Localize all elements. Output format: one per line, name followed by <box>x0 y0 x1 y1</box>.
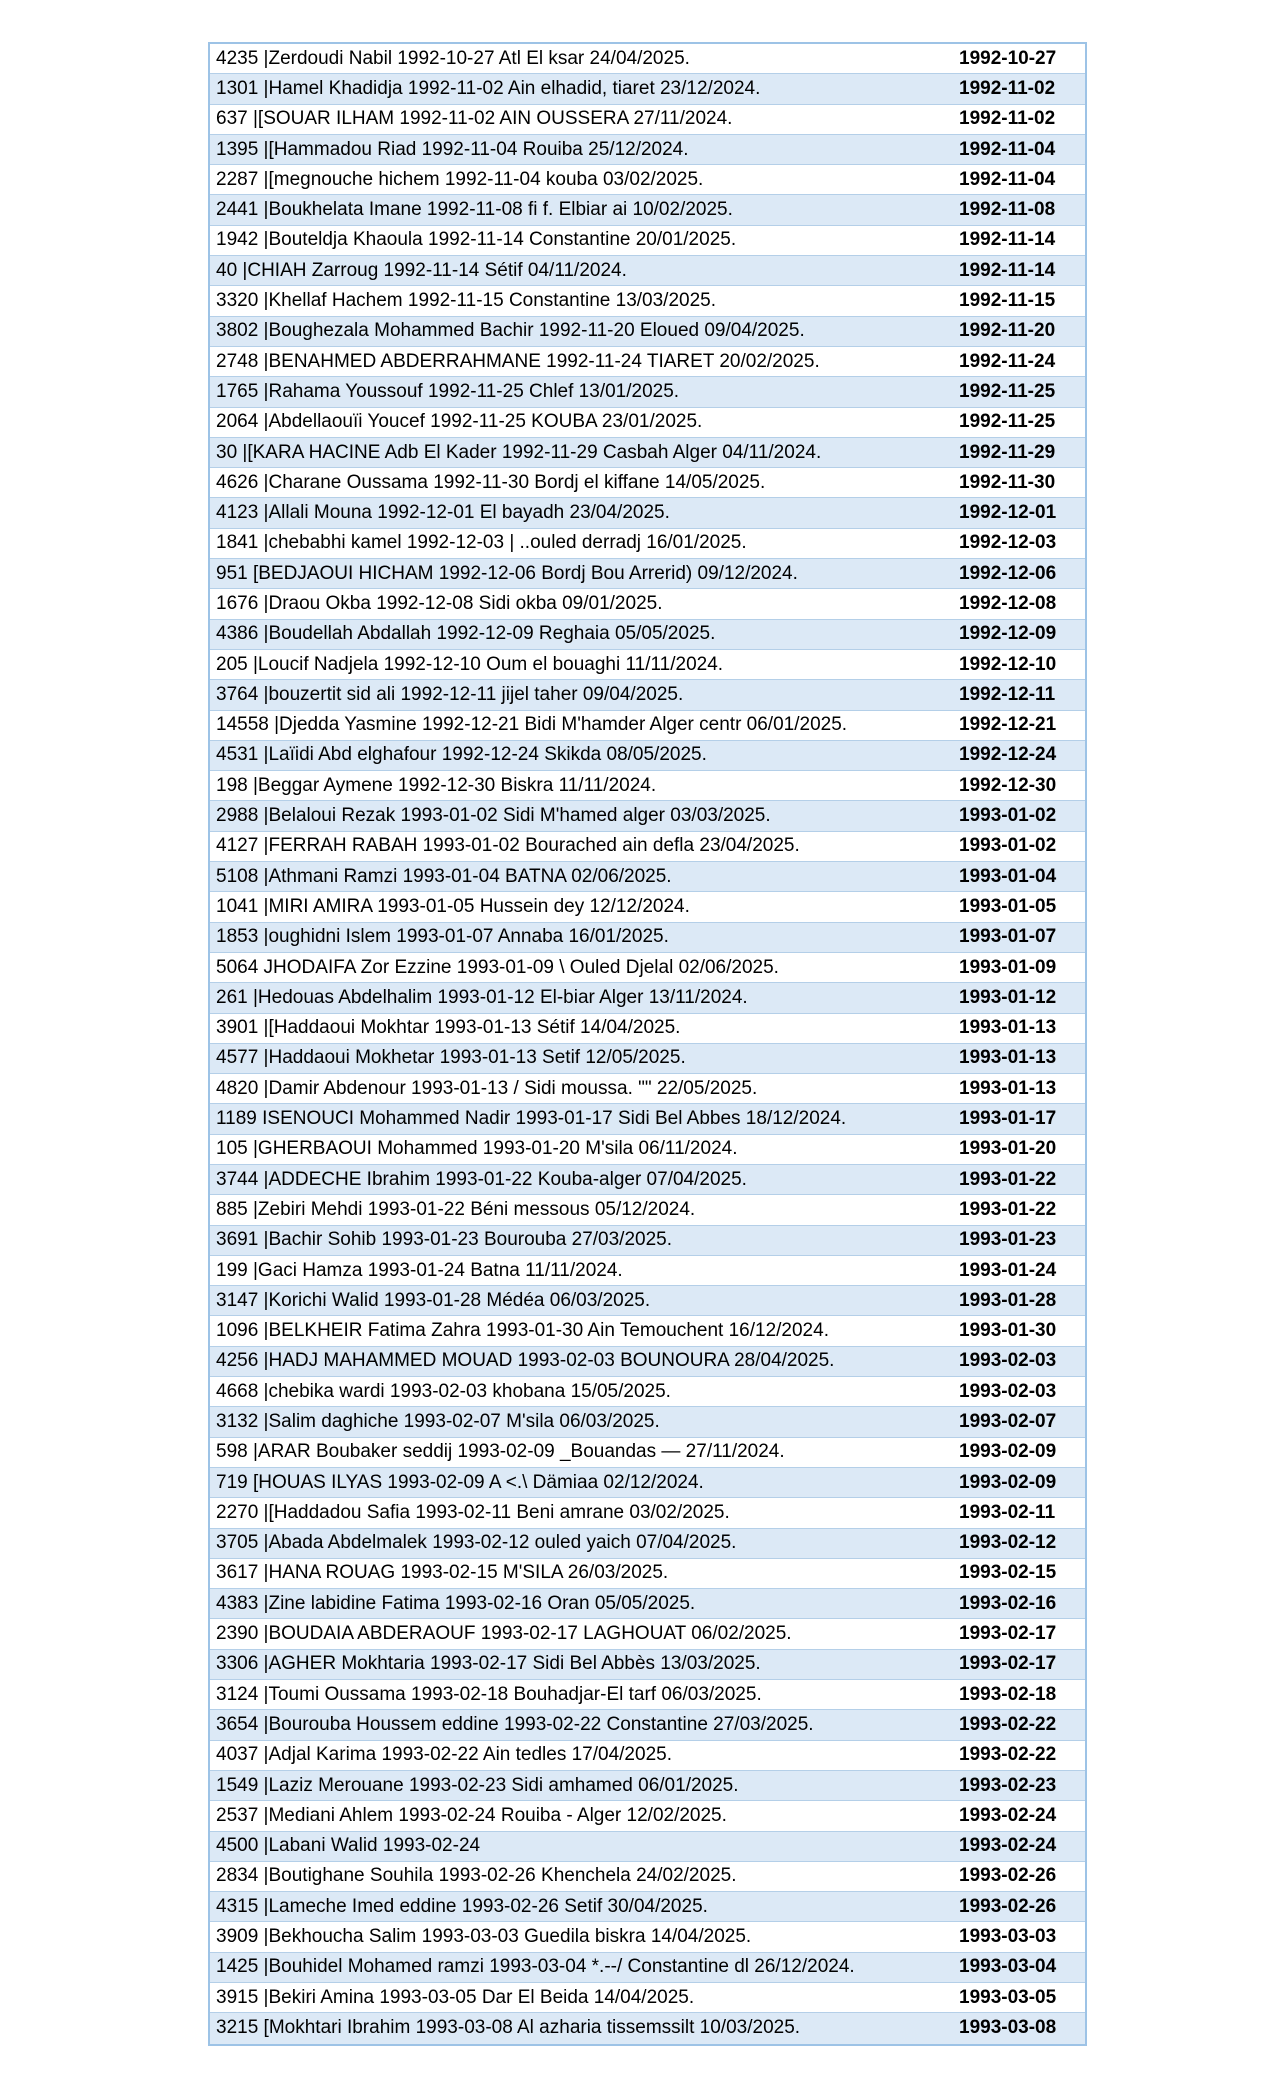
record-text-cell: 1301 |Hamel Khadidja 1992-11-02 Ain elhadid, tiaret 23/12/2024. <box>216 77 761 99</box>
birth-date-cell: 1993-03-05 <box>959 1986 1057 2008</box>
birth-date-cell: 1993-01-22 <box>959 1168 1057 1190</box>
table-row <box>210 1104 1085 1134</box>
table-row <box>210 317 1085 347</box>
table-row <box>210 832 1085 862</box>
record-text-cell: 4668 |chebika wardi 1993-02-03 khobana 15/05/2025. <box>216 1380 671 1402</box>
table-row <box>210 377 1085 407</box>
birth-date-cell: 1993-02-23 <box>959 1774 1057 1796</box>
record-text-cell: 4386 |Boudellah Abdallah 1992-12-09 Reghaia 05/05/2025. <box>216 623 716 645</box>
table-row <box>210 1953 1085 1983</box>
table-row <box>210 1589 1085 1619</box>
record-text-cell: 2390 |BOUDAIA ABDERAOUF 1993-02-17 LAGHOUAT 06/02/2025. <box>216 1623 792 1645</box>
record-text-cell: 3691 |Bachir Sohib 1993-01-23 Bourouba 27/03/2025. <box>216 1229 673 1251</box>
birth-date-cell: 1993-01-24 <box>959 1259 1057 1281</box>
birth-date-cell: 1993-02-03 <box>959 1350 1057 1372</box>
record-text-cell: 2441 |Boukhelata Imane 1992-11-08 fi f. Elbiar ai 10/02/2025. <box>216 199 733 221</box>
birth-date-cell: 1993-02-26 <box>959 1895 1057 1917</box>
birth-date-cell: 1993-02-16 <box>959 1592 1057 1614</box>
table-row <box>210 711 1085 741</box>
record-text-cell: 40 |CHIAH Zarroug 1992-11-14 Sétif 04/11/2024. <box>216 259 627 281</box>
record-text-cell: 3802 |Boughezala Mohammed Bachir 1992-11-20 Eloued 09/04/2025. <box>216 320 805 342</box>
record-text-cell: 3744 |ADDECHE Ibrahim 1993-01-22 Kouba-alger 07/04/2025. <box>216 1168 747 1190</box>
table-row <box>210 1165 1085 1195</box>
birth-date-cell: 1992-11-02 <box>959 108 1056 130</box>
table-row <box>210 347 1085 377</box>
birth-date-cell: 1993-02-11 <box>959 1501 1056 1523</box>
birth-date-cell: 1992-11-25 <box>959 411 1056 433</box>
record-text-cell: 4383 |Zine labidine Fatima 1993-02-16 Oran 05/05/2025. <box>216 1592 696 1614</box>
birth-date-cell: 1993-01-17 <box>959 1108 1057 1130</box>
birth-date-cell: 1993-01-23 <box>959 1229 1057 1251</box>
table-row <box>210 286 1085 316</box>
birth-date-cell: 1993-01-12 <box>959 986 1057 1008</box>
record-text-cell: 2748 |BENAHMED ABDERRAHMANE 1992-11-24 TIARET 20/02/2025. <box>216 350 820 372</box>
birth-date-cell: 1992-11-04 <box>959 138 1056 160</box>
birth-date-cell: 1992-11-15 <box>959 290 1056 312</box>
record-text-cell: 3617 |HANA ROUAG 1993-02-15 M'SILA 26/03/2025. <box>216 1562 669 1584</box>
record-text-cell: 4127 |FERRAH RABAH 1993-01-02 Bourached ain defla 23/04/2025. <box>216 835 800 857</box>
record-text-cell: 2834 |Boutighane Souhila 1993-02-26 Khenchela 24/02/2025. <box>216 1865 737 1887</box>
table-row <box>210 135 1085 165</box>
table-row <box>210 1044 1085 1074</box>
table-row <box>210 1226 1085 1256</box>
table-row <box>210 226 1085 256</box>
record-text-cell: 1676 |Draou Okba 1992-12-08 Sidi okba 09/01/2025. <box>216 592 663 614</box>
birth-date-cell: 1992-11-02 <box>959 77 1056 99</box>
table-row <box>210 1286 1085 1316</box>
record-text-cell: 1853 |oughidni Islem 1993-01-07 Annaba 16/01/2025. <box>216 926 669 948</box>
birth-date-cell: 1993-01-09 <box>959 956 1057 978</box>
record-text-cell: 4123 |Allali Mouna 1992-12-01 El bayadh 23/04/2025. <box>216 502 670 524</box>
birth-date-cell: 1993-01-02 <box>959 835 1057 857</box>
record-text-cell: 1765 |Rahama Youssouf 1992-11-25 Chlef 13/01/2025. <box>216 380 680 402</box>
birth-date-cell: 1993-01-05 <box>959 895 1057 917</box>
table-row <box>210 1619 1085 1649</box>
birth-date-cell: 1992-12-10 <box>959 653 1057 675</box>
record-text-cell: 3306 |AGHER Mokhtaria 1993-02-17 Sidi Bel Abbès 13/03/2025. <box>216 1653 761 1675</box>
record-text-cell: 1041 |MIRI AMIRA 1993-01-05 Hussein dey 12/12/2024. <box>216 895 690 917</box>
birth-date-cell: 1993-01-13 <box>959 1047 1057 1069</box>
birth-date-cell: 1993-01-07 <box>959 926 1057 948</box>
birth-date-cell: 1992-11-24 <box>959 350 1056 372</box>
birth-date-cell: 1993-01-13 <box>959 1017 1057 1039</box>
birth-date-cell: 1993-02-09 <box>959 1441 1057 1463</box>
record-text-cell: 1549 |Laziz Merouane 1993-02-23 Sidi amhamed 06/01/2025. <box>216 1774 739 1796</box>
birth-date-cell: 1993-02-03 <box>959 1380 1057 1402</box>
table-row <box>210 468 1085 498</box>
table-row <box>210 1559 1085 1589</box>
table-row <box>210 1468 1085 1498</box>
record-text-cell: 3124 |Toumi Oussama 1993-02-18 Bouhadjar-El tarf 06/03/2025. <box>216 1683 762 1705</box>
record-text-cell: 3909 |Bekhoucha Salim 1993-03-03 Guedila biskra 14/04/2025. <box>216 1926 752 1948</box>
birth-date-cell: 1993-02-24 <box>959 1835 1057 1857</box>
table-row <box>210 44 1085 74</box>
birth-date-cell: 1993-02-07 <box>959 1411 1057 1432</box>
table-row <box>210 589 1085 619</box>
birth-date-cell: 1993-02-22 <box>959 1713 1057 1735</box>
birth-date-cell: 1993-02-17 <box>959 1623 1057 1645</box>
record-text-cell: 198 |Beggar Aymene 1992-12-30 Biskra 11/11/2024. <box>216 774 657 796</box>
record-text-cell: 3901 |[Haddaoui Mokhtar 1993-01-13 Sétif 14/04/2025. <box>216 1017 681 1039</box>
table-row <box>210 1256 1085 1286</box>
table-row <box>210 498 1085 528</box>
birth-date-cell: 1993-02-09 <box>959 1471 1057 1493</box>
table-row <box>210 1983 1085 2013</box>
birth-date-cell: 1993-02-12 <box>959 1532 1057 1554</box>
table-row <box>210 892 1085 922</box>
record-text-cell: 1425 |Bouhidel Mohamed ramzi 1993-03-04 *.--/ Constantine dl 26/12/2024. <box>216 1956 855 1978</box>
table-row <box>210 1741 1085 1771</box>
birth-date-cell: 1993-02-22 <box>959 1744 1057 1766</box>
table-row <box>210 1892 1085 1922</box>
table-row <box>210 2013 1085 2043</box>
record-text-cell: 3147 |Korichi Walid 1993-01-28 Médéa 06/03/2025. <box>216 1289 651 1311</box>
birth-date-cell: 1992-12-08 <box>959 592 1057 614</box>
table-row <box>210 1135 1085 1165</box>
birth-date-cell: 1993-03-04 <box>959 1956 1057 1978</box>
table-row <box>210 195 1085 225</box>
birth-date-cell: 1993-01-30 <box>959 1320 1057 1342</box>
record-text-cell: 3654 |Bourouba Houssem eddine 1993-02-22 Constantine 27/03/2025. <box>216 1713 814 1735</box>
table-row <box>210 771 1085 801</box>
table-row <box>210 1014 1085 1044</box>
birth-date-cell: 1992-11-14 <box>959 229 1056 251</box>
record-text-cell: 3215 [Mokhtari Ibrahim 1993-03-08 Al azharia tissemssilt 10/03/2025. <box>216 2017 801 2039</box>
record-text-cell: 2988 |Belaloui Rezak 1993-01-02 Sidi M'hamed alger 03/03/2025. <box>216 805 771 827</box>
birth-date-cell: 1992-11-25 <box>959 380 1056 402</box>
birth-date-cell: 1993-02-17 <box>959 1653 1057 1675</box>
table-row <box>210 1316 1085 1346</box>
table-row <box>210 1801 1085 1831</box>
birth-date-cell: 1992-12-11 <box>959 683 1056 705</box>
table-row <box>210 1680 1085 1710</box>
record-text-cell: 4256 |HADJ MAHAMMED MOUAD 1993-02-03 BOUNOURA 28/04/2025. <box>216 1350 835 1372</box>
table-row <box>210 529 1085 559</box>
record-text-cell: 2287 |[megnouche hichem 1992-11-04 kouba 03/02/2025. <box>216 168 704 190</box>
birth-date-cell: 1993-02-18 <box>959 1683 1057 1705</box>
table-row <box>210 438 1085 468</box>
record-text-cell: 4577 |Haddaoui Mokhetar 1993-01-13 Setif 12/05/2025. <box>216 1047 686 1069</box>
birth-date-cell: 1992-11-14 <box>959 259 1056 281</box>
record-text-cell: 2270 |[Haddadou Safia 1993-02-11 Beni amrane 03/02/2025. <box>216 1501 730 1523</box>
birth-date-cell: 1992-12-21 <box>959 714 1057 736</box>
record-text-cell: 261 |Hedouas Abdelhalim 1993-01-12 El-biar Alger 13/11/2024. <box>216 986 748 1008</box>
birth-date-cell: 1992-11-30 <box>959 471 1056 493</box>
record-text-cell: 1189 ISENOUCI Mohammed Nadir 1993-01-17 Sidi Bel Abbes 18/12/2024. <box>216 1108 847 1130</box>
record-text-cell: 719 [HOUAS ILYAS 1993-02-09 A <.\ Dämiaa 02/12/2024. <box>216 1471 704 1493</box>
record-text-cell: 199 |Gaci Hamza 1993-01-24 Batna 11/11/2024. <box>216 1259 623 1281</box>
table-row <box>210 680 1085 710</box>
table-row <box>210 1195 1085 1225</box>
birth-date-cell: 1993-02-15 <box>959 1562 1057 1584</box>
table-row <box>210 1347 1085 1377</box>
record-text-cell: 105 |GHERBAOUI Mohammed 1993-01-20 M'sila 06/11/2024. <box>216 1138 738 1160</box>
record-text-cell: 3320 |Khellaf Hachem 1992-11-15 Constantine 13/03/2025. <box>216 290 716 312</box>
birth-date-cell: 1993-01-02 <box>959 805 1057 827</box>
record-text-cell: 4500 |Labani Walid 1993-02-24 <box>216 1835 481 1857</box>
record-text-cell: 1942 |Bouteldja Khaoula 1992-11-14 Constantine 20/01/2025. <box>216 229 737 251</box>
birth-date-cell: 1993-03-08 <box>959 2017 1057 2039</box>
record-text-cell: 4531 |Laïidi Abd elghafour 1992-12-24 Skikda 08/05/2025. <box>216 744 707 766</box>
table-row <box>210 1074 1085 1104</box>
birth-date-cell: 1992-10-27 <box>959 47 1057 69</box>
birth-date-cell: 1993-01-04 <box>959 865 1057 887</box>
birth-date-cell: 1992-11-04 <box>959 168 1056 190</box>
birth-date-cell: 1992-11-08 <box>959 199 1056 221</box>
table-row <box>210 620 1085 650</box>
birth-date-cell: 1993-01-28 <box>959 1289 1057 1311</box>
table-row <box>210 1377 1085 1407</box>
birth-date-cell: 1993-03-03 <box>959 1926 1057 1948</box>
table-row <box>210 862 1085 892</box>
table-row <box>210 105 1085 135</box>
record-text-cell: 3915 |Bekiri Amina 1993-03-05 Dar El Beida 14/04/2025. <box>216 1986 695 2008</box>
record-text-cell: 5064 JHODAIFA Zor Ezzine 1993-01-09 \ Ouled Djelal 02/06/2025. <box>216 956 779 978</box>
birth-date-cell: 1993-01-22 <box>959 1198 1057 1220</box>
table-row <box>210 1832 1085 1862</box>
table-row <box>210 1922 1085 1952</box>
record-text-cell: 3132 |Salim daghiche 1993-02-07 M'sila 06/03/2025. <box>216 1411 660 1432</box>
table-row <box>210 953 1085 983</box>
record-text-cell: 5108 |Athmani Ramzi 1993-01-04 BATNA 02/06/2025. <box>216 865 672 887</box>
data-table <box>208 42 1087 2046</box>
table-row <box>210 408 1085 438</box>
table-row <box>210 801 1085 831</box>
record-text-cell: 1096 |BELKHEIR Fatima Zahra 1993-01-30 Ain Temouchent 16/12/2024. <box>216 1320 829 1342</box>
table-row <box>210 1407 1085 1437</box>
table-row <box>210 650 1085 680</box>
birth-date-cell: 1993-01-13 <box>959 1077 1057 1099</box>
record-text-cell: 4820 |Damir Abdenour 1993-01-13 / Sidi moussa. "" 22/05/2025. <box>216 1077 758 1099</box>
table-row <box>210 165 1085 195</box>
table-row <box>210 1438 1085 1468</box>
table-row <box>210 1771 1085 1801</box>
record-text-cell: 1841 |chebabhi kamel 1992-12-03 | ..ouled derradj 16/01/2025. <box>216 532 747 554</box>
birth-date-cell: 1992-11-29 <box>959 441 1056 463</box>
record-text-cell: 205 |Loucif Nadjela 1992-12-10 Oum el bouaghi 11/11/2024. <box>216 653 724 675</box>
table-row <box>210 1529 1085 1559</box>
birth-date-cell: 1992-12-03 <box>959 532 1057 554</box>
record-text-cell: 598 |ARAR Boubaker seddij 1993-02-09 _Bouandas — 27/11/2024. <box>216 1441 785 1463</box>
table-row <box>210 1650 1085 1680</box>
table-row <box>210 559 1085 589</box>
record-text-cell: 2537 |Mediani Ahlem 1993-02-24 Rouiba - Alger 12/02/2025. <box>216 1804 727 1826</box>
record-text-cell: 1395 |[Hammadou Riad 1992-11-04 Rouiba 25/12/2024. <box>216 138 689 160</box>
record-text-cell: 951 [BEDJAOUI HICHAM 1992-12-06 Bordj Bou Arrerid) 09/12/2024. <box>216 562 798 584</box>
birth-date-cell: 1993-01-20 <box>959 1138 1057 1160</box>
birth-date-cell: 1992-12-01 <box>959 502 1057 524</box>
table-row <box>210 74 1085 104</box>
record-text-cell: 4315 |Lameche Imed eddine 1993-02-26 Setif 30/04/2025. <box>216 1895 708 1917</box>
birth-date-cell: 1992-12-24 <box>959 744 1057 766</box>
table-row <box>210 256 1085 286</box>
birth-date-cell: 1992-12-06 <box>959 562 1057 584</box>
birth-date-cell: 1992-12-30 <box>959 774 1057 796</box>
record-text-cell: 30 |[KARA HACINE Adb El Kader 1992-11-29 Casbah Alger 04/11/2024. <box>216 441 822 463</box>
table-row <box>210 1862 1085 1892</box>
table-row <box>210 923 1085 953</box>
record-text-cell: 637 |[SOUAR ILHAM 1992-11-02 AIN OUSSERA 27/11/2024. <box>216 108 733 130</box>
record-text-cell: 14558 |Djedda Yasmine 1992-12-21 Bidi M'hamder Alger centr 06/01/2025. <box>216 714 848 736</box>
table-row <box>210 1498 1085 1528</box>
record-text-cell: 885 |Zebiri Mehdi 1993-01-22 Béni messous 05/12/2024. <box>216 1198 696 1220</box>
table-row <box>210 741 1085 771</box>
record-text-cell: 4235 |Zerdoudi Nabil 1992-10-27 Atl El ksar 24/04/2025. <box>216 47 690 69</box>
record-text-cell: 4626 |Charane Oussama 1992-11-30 Bordj el kiffane 14/05/2025. <box>216 471 766 493</box>
record-text-cell: 4037 |Adjal Karima 1993-02-22 Ain tedles 17/04/2025. <box>216 1744 672 1766</box>
birth-date-cell: 1993-02-26 <box>959 1865 1057 1887</box>
record-text-cell: 3764 |bouzertit sid ali 1992-12-11 jijel taher 09/04/2025. <box>216 683 684 705</box>
birth-date-cell: 1992-11-20 <box>959 320 1056 342</box>
table-row <box>210 983 1085 1013</box>
birth-date-cell: 1993-02-24 <box>959 1804 1057 1826</box>
record-text-cell: 2064 |Abdellaouïi Youcef 1992-11-25 KOUBA 23/01/2025. <box>216 411 703 433</box>
table-row <box>210 1710 1085 1740</box>
record-text-cell: 3705 |Abada Abdelmalek 1993-02-12 ouled yaich 07/04/2025. <box>216 1532 737 1554</box>
birth-date-cell: 1992-12-09 <box>959 623 1057 645</box>
